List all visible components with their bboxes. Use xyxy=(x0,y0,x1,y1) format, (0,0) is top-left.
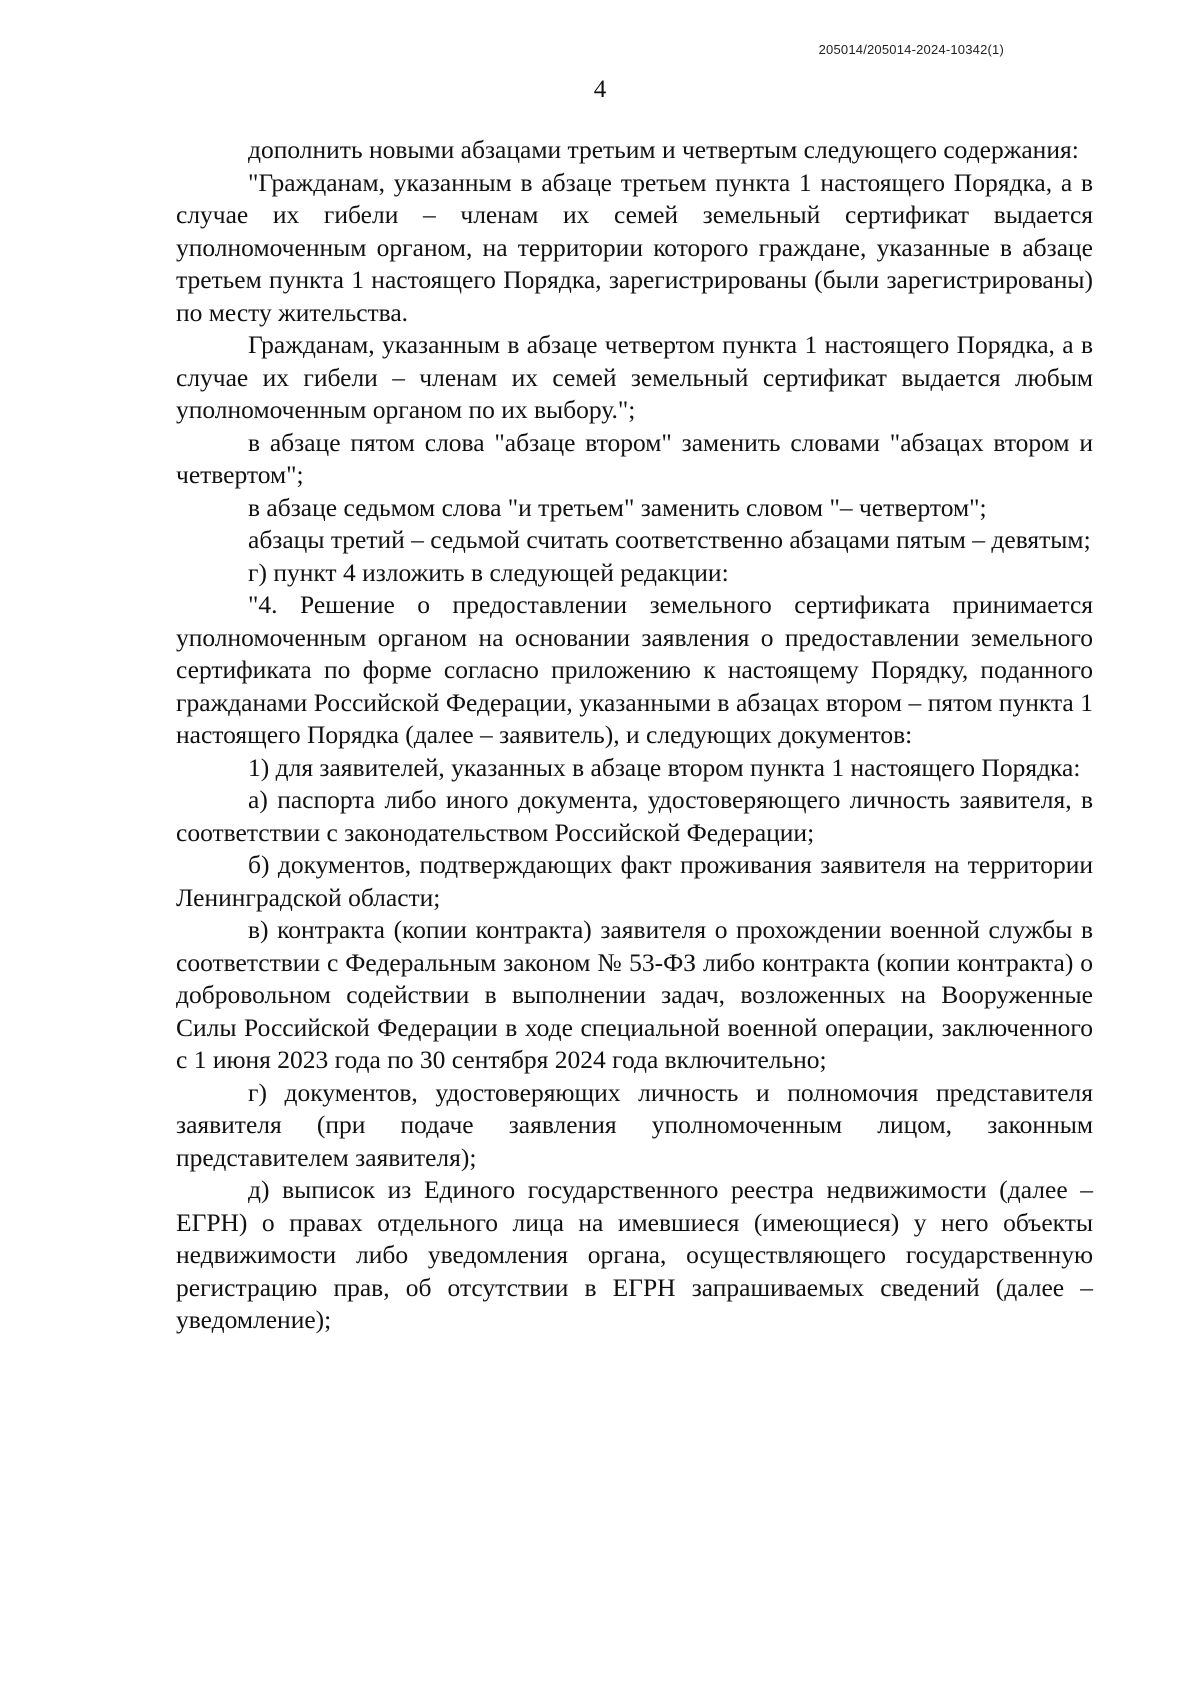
page-number: 4 xyxy=(593,76,607,103)
paragraph: в) контракта (копии контракта) заявителя о прохождении военной службы в соответствии с Федеральным законом № 53-ФЗ либо контракта (копии контракта) о добровольном содействии в выполнении задач, возложенных на Вооруженные Силы Российской Федерации в ходе специальной военной операции, заключенного с 1 июня 2023 года по 30 сентября 2024 года включительно; xyxy=(176,915,1093,1074)
paragraph: г) пункт 4 изложить в следующей редакции: xyxy=(248,557,729,587)
document-id: 205014/205014-2024-10342(1) xyxy=(818,42,1004,57)
paragraph: в абзаце пятом слова "абзаце втором" заменить словами "абзацах втором и четвертом"; xyxy=(176,427,1093,489)
paragraph: 1) для заявителей, указанных в абзаце втором пункта 1 настоящего Порядка: xyxy=(248,752,1081,782)
paragraph: г) документов, удостоверяющих личность и полномочия представителя заявителя (при подаче заявления уполномоченным лицом, законным представителем заявителя); xyxy=(176,1077,1093,1172)
paragraph: б) документов, подтверждающих факт проживания заявителя на территории Ленинградской области; xyxy=(176,850,1093,912)
paragraph: "4. Решение о предоставлении земельного сертификата принимается уполномоченным органом на основании заявления о предоставлении земельного сертификата по форме согласно приложению к настоящему Порядку, поданного гражданами Российской Федерации, указанными в абзацах втором – пятом пункта 1 настоящего Порядка (далее – заявитель), и следующих документов: xyxy=(176,590,1093,749)
document-body xyxy=(176,134,1093,1337)
paragraph: абзацы третий – седьмой считать соответственно абзацами пятым – девятым; xyxy=(248,525,1091,554)
paragraph: Гражданам, указанным в абзаце четвертом пункта 1 настоящего Порядка, а в случае их гибели – членам их семей земельный сертификат выдается любым уполномоченным органом по их выбору."; xyxy=(176,330,1093,424)
paragraph: дополнить новыми абзацами третьим и четвертым следующего содержания: xyxy=(248,135,1079,164)
paragraph: в абзаце седьмом слова "и третьем" заменить словом "– четвертом"; xyxy=(248,492,987,522)
paragraph: "Гражданам, указанным в абзаце третьем пункта 1 настоящего Порядка, а в случае их гибели – членам их семей земельный сертификат выдается уполномоченным органом, на территории которого граждане, указанные в абзаце третьем пункта 1 настоящего Порядка, зарегистрированы (были зарегистрированы) по месту жительства. xyxy=(176,167,1093,327)
paragraph: а) паспорта либо иного документа, удостоверяющего личность заявителя, в соответствии с законодательством Российской Федерации; xyxy=(176,785,1093,847)
paragraph: д) выписок из Единого государственного реестра недвижимости (далее – ЕГРН) о правах отдельного лица на имевшиеся (имеющиеся) у него объекты недвижимости либо уведомления органа, осуществляющего государственную регистрацию прав, об отсутствии в ЕГРН запрашиваемых сведений (далее – уведомление); xyxy=(176,1175,1093,1334)
